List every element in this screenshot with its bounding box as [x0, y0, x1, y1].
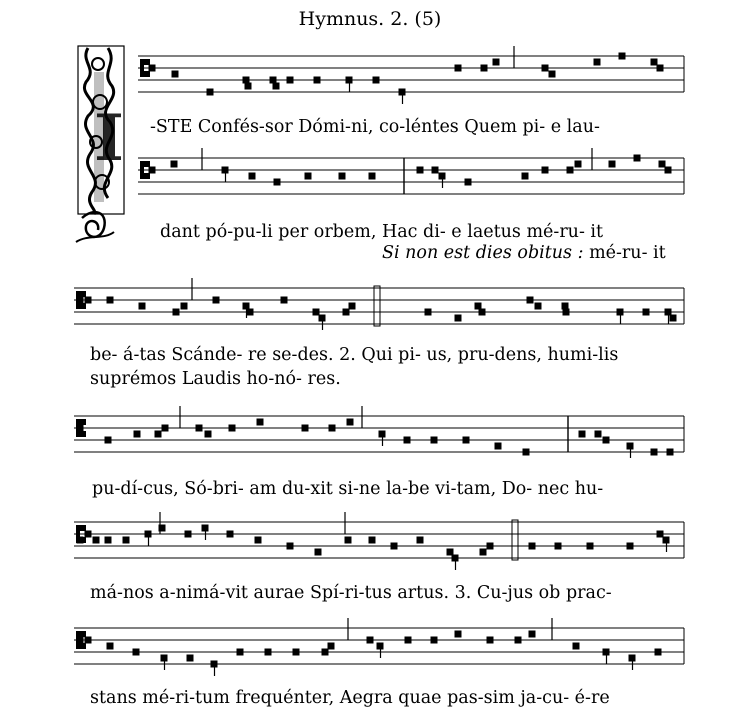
double-bar	[512, 520, 518, 560]
neume	[77, 537, 84, 544]
lyric-line: pu-dí-cus, Só-bri- am du-xit si-ne la-be vi-tam, Do- nec hu-	[92, 479, 604, 499]
neume	[549, 71, 556, 78]
neume	[479, 309, 486, 316]
neume	[493, 59, 500, 66]
neume	[657, 65, 664, 72]
neume	[161, 655, 168, 662]
neume	[145, 531, 152, 538]
neume	[522, 173, 529, 180]
staff	[138, 54, 684, 98]
staff	[74, 286, 684, 330]
c-clef-mark	[144, 59, 150, 65]
neume	[567, 167, 574, 174]
neume	[619, 53, 626, 60]
neume	[670, 315, 677, 322]
neume	[187, 655, 194, 662]
neume	[293, 649, 300, 656]
neume	[515, 637, 522, 644]
neume	[245, 83, 252, 90]
neume	[655, 649, 662, 656]
neume	[181, 303, 188, 310]
neume	[319, 315, 326, 322]
neume	[573, 643, 580, 650]
neume	[555, 543, 562, 550]
neume	[542, 65, 549, 72]
neume	[173, 309, 180, 316]
lyric-text: mé-ru- it	[589, 243, 666, 263]
neume	[229, 425, 236, 432]
neume	[281, 297, 288, 304]
neume	[196, 425, 203, 432]
neume	[185, 531, 192, 538]
neume	[431, 637, 438, 644]
neume	[663, 537, 670, 544]
neume	[665, 167, 672, 174]
neume	[273, 83, 280, 90]
staff	[74, 626, 684, 670]
neume	[587, 543, 594, 550]
lyric-line: stans mé-ri-tum frequénter, Aegra quae pas-sim ja-cu- é-re	[90, 688, 610, 708]
neume	[343, 309, 350, 316]
neume	[657, 531, 664, 538]
neume	[369, 537, 376, 544]
lyric-text: -STE Confés-sor Dómi-ni, co-léntes Quem pi- e lau-	[150, 117, 600, 137]
neume	[529, 543, 536, 550]
neume	[270, 77, 277, 84]
double-bar	[374, 286, 380, 326]
neume	[480, 549, 487, 556]
neume	[315, 549, 322, 556]
neume	[643, 309, 650, 316]
neume	[425, 309, 432, 316]
neume	[243, 77, 250, 84]
lyric-line	[150, 117, 678, 137]
neume	[105, 437, 112, 444]
neume	[211, 661, 218, 668]
neume	[432, 167, 439, 174]
neume	[594, 59, 601, 66]
neume	[465, 179, 472, 186]
neume	[227, 531, 234, 538]
neume	[379, 431, 386, 438]
neume	[349, 303, 356, 310]
neume	[93, 537, 100, 544]
neume	[265, 649, 272, 656]
neume	[404, 437, 411, 444]
neume	[237, 649, 244, 656]
neume	[373, 77, 380, 84]
neume	[463, 437, 470, 444]
lyric-line: be- á-tas Scánde- re se-des. 2. Qui pi- us, pru-dens, humi-lis	[90, 345, 619, 365]
neume	[603, 649, 610, 656]
neume	[149, 167, 156, 174]
c-clef-mark	[144, 71, 150, 77]
neume	[222, 167, 229, 174]
neume	[134, 431, 141, 438]
initial-letter-glyph: I	[94, 101, 124, 176]
neume	[417, 537, 424, 544]
neume	[542, 167, 549, 174]
neume	[609, 161, 616, 168]
neume	[249, 173, 256, 180]
neume	[634, 155, 641, 162]
neume	[452, 555, 459, 562]
neume	[77, 425, 84, 432]
neume	[313, 309, 320, 316]
neume	[171, 161, 178, 168]
neume	[149, 65, 156, 72]
neume	[213, 297, 220, 304]
lyric-rubric: Si non est dies obitus :	[382, 243, 590, 263]
c-clef-mark	[80, 419, 86, 425]
neume	[139, 303, 146, 310]
lyric-line: dant pó-pu-li per orbem, Hac di- e laetus mé-ru- it	[160, 222, 604, 242]
neume	[305, 173, 312, 180]
c-clef-mark	[80, 631, 86, 637]
neume	[77, 637, 84, 644]
neume	[133, 649, 140, 656]
neume	[405, 637, 412, 644]
neume	[243, 303, 250, 310]
neume	[287, 77, 294, 84]
neume	[314, 77, 321, 84]
neume	[495, 443, 502, 450]
neume	[651, 59, 658, 66]
neume	[329, 425, 336, 432]
neume	[85, 637, 92, 644]
neume	[172, 71, 179, 78]
neume	[529, 631, 536, 638]
neume	[659, 161, 666, 168]
neume	[105, 537, 112, 544]
neume	[345, 537, 352, 544]
c-clef-mark	[80, 643, 86, 649]
neume	[391, 543, 398, 550]
c-clef-mark	[144, 161, 150, 167]
neume	[85, 297, 92, 304]
neume	[562, 303, 569, 310]
neume	[107, 643, 114, 650]
neume	[455, 631, 462, 638]
neume	[563, 309, 570, 316]
neume	[399, 89, 406, 96]
neume	[302, 425, 309, 432]
lyric-line: suprémos Laudis ho-nó- res.	[90, 369, 341, 389]
neume	[603, 437, 610, 444]
page-title: Hymnus. 2. (5)	[298, 8, 442, 30]
neume	[523, 449, 530, 456]
neume	[439, 173, 446, 180]
c-clef-mark	[80, 303, 86, 309]
neume	[322, 649, 329, 656]
c-clef-mark	[144, 173, 150, 179]
neume	[629, 655, 636, 662]
c-clef-mark	[80, 525, 86, 531]
lyric-line: má-nos a-nimá-vit aurae Spí-ri-tus artus. 3. Cu-jus ob prac-	[90, 583, 612, 603]
neume	[579, 431, 586, 438]
neume	[339, 173, 346, 180]
staff	[74, 414, 684, 458]
neume	[487, 637, 494, 644]
neume	[447, 549, 454, 556]
neume	[77, 297, 84, 304]
neume	[627, 443, 634, 450]
neume	[455, 315, 462, 322]
neume	[255, 537, 262, 544]
neume	[667, 449, 674, 456]
c-clef-mark	[80, 431, 86, 437]
neume	[417, 167, 424, 174]
neume	[202, 525, 209, 532]
neume	[247, 309, 254, 316]
neume	[207, 89, 214, 96]
neume	[328, 643, 335, 650]
neume	[595, 431, 602, 438]
c-clef	[140, 59, 144, 77]
neume	[162, 425, 169, 432]
neume	[377, 643, 384, 650]
neume	[475, 303, 482, 310]
neume	[527, 297, 534, 304]
neume	[481, 65, 488, 72]
neume	[369, 173, 376, 180]
ornate-initial-i	[74, 42, 134, 257]
neume	[367, 637, 374, 644]
neume	[85, 531, 92, 538]
neume	[107, 297, 114, 304]
neume	[274, 179, 281, 186]
neume	[205, 431, 212, 438]
neume	[455, 65, 462, 72]
lyric-line	[382, 243, 666, 263]
staff	[138, 156, 684, 200]
neume	[347, 419, 354, 426]
neume	[287, 543, 294, 550]
staff	[74, 520, 684, 564]
neume	[575, 161, 582, 168]
neume	[627, 543, 634, 550]
neume	[257, 419, 264, 426]
neume	[123, 537, 130, 544]
neume	[155, 431, 162, 438]
neume	[651, 449, 658, 456]
c-clef-mark	[80, 291, 86, 297]
neume	[487, 543, 494, 550]
neume	[617, 309, 624, 316]
neume	[431, 437, 438, 444]
neume	[665, 309, 672, 316]
neume	[346, 77, 353, 84]
neume	[535, 303, 542, 310]
c-clef	[140, 161, 144, 179]
neume	[159, 525, 166, 532]
